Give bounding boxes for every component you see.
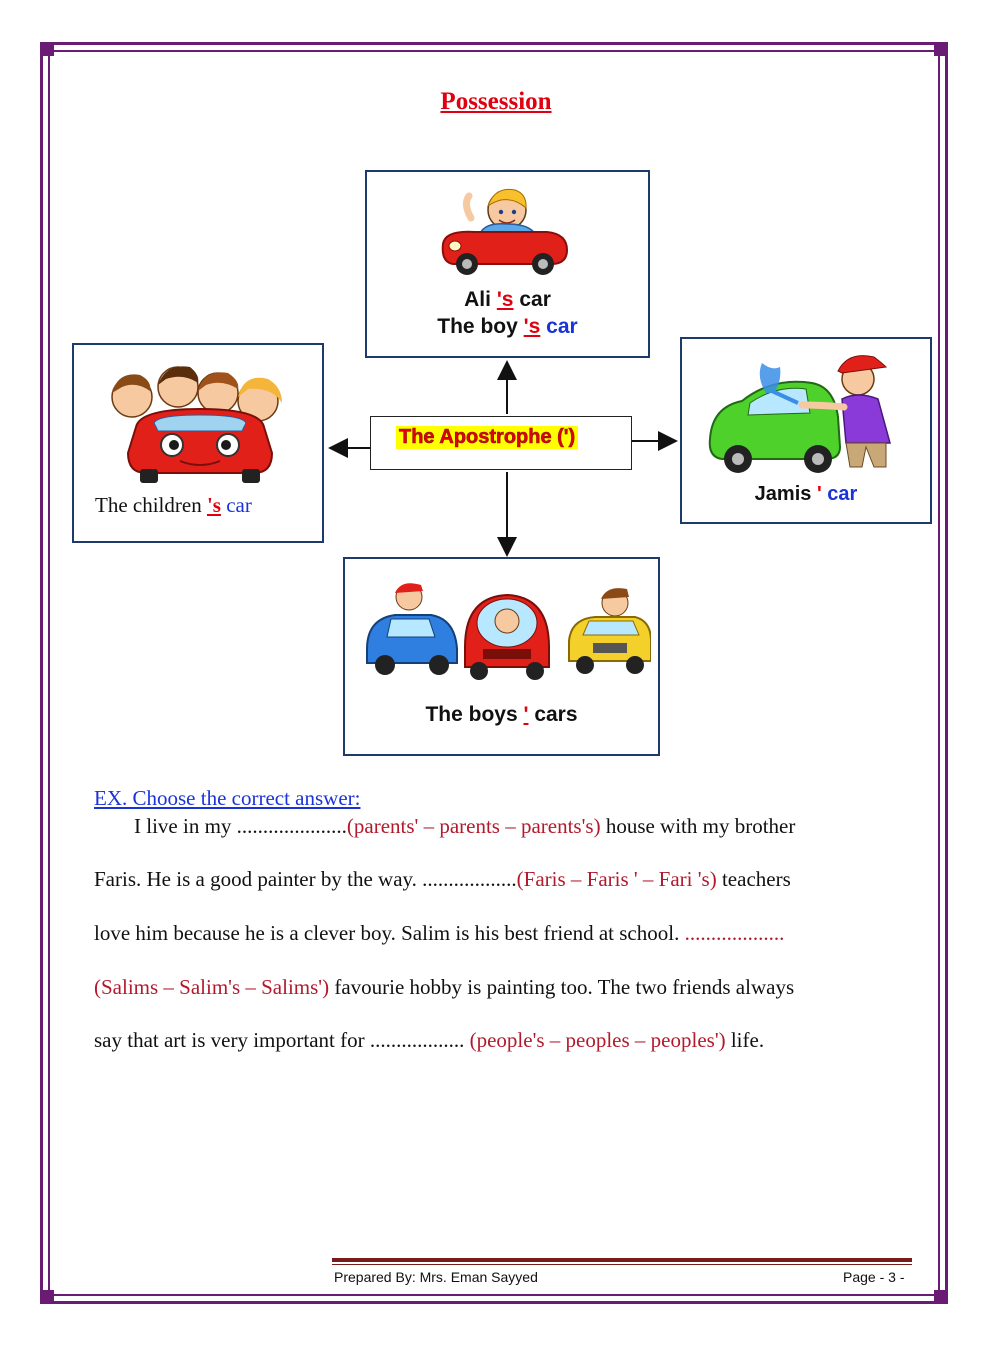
top-box-line1: [367, 288, 648, 312]
possessed-noun: car: [827, 483, 858, 505]
exercise-line: [94, 1028, 764, 1053]
left-example-box: [72, 343, 324, 543]
answer-choices: (people's – peoples – peoples'): [469, 1028, 726, 1052]
possessed-noun: cars: [534, 703, 578, 726]
answer-blank: ...................: [684, 921, 785, 945]
exercise-text: love him because he is a clever boy. Salim is his best friend at school.: [94, 921, 685, 945]
possessor-word: The boys: [425, 703, 518, 726]
exercise-line: [134, 814, 795, 839]
apostrophe-mark: 's: [496, 288, 514, 311]
possessor-word: The children: [95, 493, 202, 517]
exercise-text: I live in my .....................: [134, 814, 347, 838]
answer-choices: (parents' – parents – parents's): [346, 814, 601, 838]
apostrophe-mark: 's: [523, 315, 541, 338]
bottom-box-caption: [345, 703, 658, 727]
exercise-text: Faris. He is a good painter by the way. ..................: [94, 867, 517, 891]
boy-driving-red-car-illustration: [435, 184, 571, 278]
possessed-noun: car: [519, 288, 551, 311]
right-box-caption: [682, 483, 930, 506]
possessor-word: The boy: [437, 315, 518, 338]
exercise-line: [94, 867, 791, 892]
answer-choices: (Salims – Salim's – Salims'): [94, 975, 330, 999]
footer-page-number: Page - 3 -: [843, 1269, 905, 1285]
right-example-box: [680, 337, 932, 524]
left-box-caption: [95, 493, 252, 518]
children-in-red-car-illustration: [96, 357, 306, 487]
center-concept-label: The Apostrophe ('): [396, 426, 578, 449]
footer-rule: [332, 1264, 912, 1265]
exercise-text: favourie hobby is painting too. The two friends always: [329, 975, 795, 999]
page-title: Possession: [440, 88, 552, 115]
exercise-line: [94, 975, 794, 1000]
top-box-line2: [367, 315, 648, 339]
possessed-noun: car: [546, 315, 578, 338]
footer-rule: [332, 1258, 912, 1262]
apostrophe-mark: ': [816, 483, 822, 505]
apostrophe-mark: ': [523, 703, 529, 726]
exercise-text: say that art is very important for ..................: [94, 1028, 470, 1052]
answer-choices: (Faris – Faris ' – Fari 's): [516, 867, 717, 891]
exercise-heading: EX. Choose the correct answer:: [94, 786, 361, 810]
possessor-word: Ali: [464, 288, 491, 311]
exercise-line: [94, 921, 784, 946]
possessor-word: Jamis: [754, 483, 812, 505]
possessed-noun: car: [226, 493, 252, 517]
center-concept-box: [370, 416, 632, 470]
apostrophe-mark: 's: [206, 493, 221, 517]
exercise-text: teachers: [716, 867, 791, 891]
bottom-example-box: [343, 557, 660, 756]
exercise-text: house with my brother: [600, 814, 796, 838]
footer-author: Prepared By: Mrs. Eman Sayyed: [334, 1269, 538, 1285]
exercise-text: life.: [725, 1028, 765, 1052]
man-washing-green-car-illustration: [702, 347, 918, 477]
top-example-box: [365, 170, 650, 358]
three-boys-in-cars-illustration: [361, 575, 651, 685]
